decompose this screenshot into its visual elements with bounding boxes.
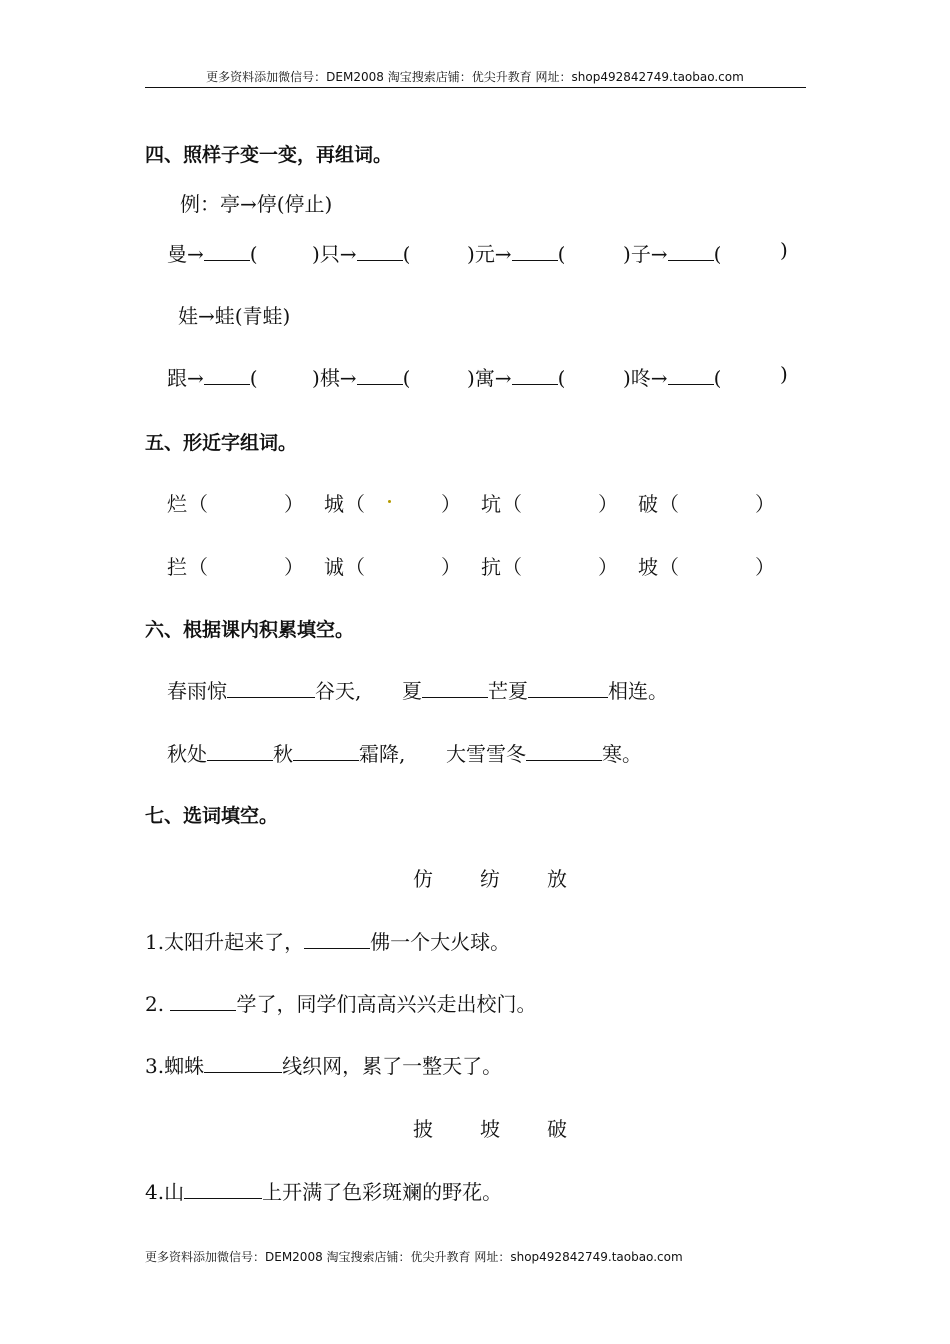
fill-blank[interactable] xyxy=(184,1180,262,1199)
section-7-title: 七、选词填空。 xyxy=(145,805,279,827)
fill-blank[interactable] xyxy=(526,742,602,761)
section-6-title: 六、根据课内积累填空。 xyxy=(145,619,355,641)
s7-question-2: 2. 学了，同学们高高兴兴走出校门。 xyxy=(145,992,537,1016)
header-rule xyxy=(145,87,806,88)
fill-blank[interactable] xyxy=(668,366,714,385)
s4-r2-char-2: 棋→ xyxy=(319,366,357,390)
s4-r1-char-1: 曼→ xyxy=(167,242,204,266)
section-5-title: 五、形近字组词。 xyxy=(145,432,298,454)
page-header: 更多资料添加微信号：DEM2008 淘宝搜索店铺：优尖升教育 网址：shop492842749.taobao.com xyxy=(206,70,744,84)
fill-blank[interactable] xyxy=(204,1054,282,1073)
s4-r2-char-1: 跟→ xyxy=(167,366,204,390)
fill-blank[interactable] xyxy=(422,679,488,698)
s4-r1-char-2: 只→ xyxy=(319,242,357,266)
section-4-title: 四、照样子变一变，再组词。 xyxy=(145,144,393,166)
fill-blank[interactable] xyxy=(512,366,558,385)
fill-blank[interactable] xyxy=(207,742,273,761)
stray-dot xyxy=(388,500,391,503)
fill-blank[interactable] xyxy=(227,679,315,698)
fill-blank[interactable] xyxy=(204,242,250,261)
fill-blank[interactable] xyxy=(304,930,370,949)
s4-r1-char-4: 子→ xyxy=(630,242,668,266)
s4-example-1: 例：亭→停(停止) xyxy=(180,192,333,216)
s7-question-1: 1.太阳升起来了， 佛一个大火球。 xyxy=(145,930,511,954)
fill-blank[interactable] xyxy=(668,242,714,261)
s4-example-2: 娃→蛙(青蛙) xyxy=(178,304,291,328)
fill-blank[interactable] xyxy=(512,242,558,261)
s4-r2-char-3: 寓→ xyxy=(474,366,512,390)
fill-blank[interactable] xyxy=(357,242,403,261)
page-footer: 更多资料添加微信号：DEM2008 淘宝搜索店铺：优尖升教育 网址：shop492842749.taobao.com xyxy=(145,1250,683,1264)
s4-r1-char-3: 元→ xyxy=(474,242,512,266)
fill-blank[interactable] xyxy=(170,992,236,1011)
s7-question-4: 4.山 上开满了色彩斑斓的野花。 xyxy=(145,1180,503,1204)
fill-blank[interactable] xyxy=(528,679,608,698)
s4-r2-char-4: 咚→ xyxy=(630,366,668,390)
fill-blank[interactable] xyxy=(357,366,403,385)
fill-blank[interactable] xyxy=(204,366,250,385)
fill-blank[interactable] xyxy=(293,742,359,761)
s7-question-3: 3.蜘蛛 线织网，累了一整天了。 xyxy=(145,1054,503,1078)
